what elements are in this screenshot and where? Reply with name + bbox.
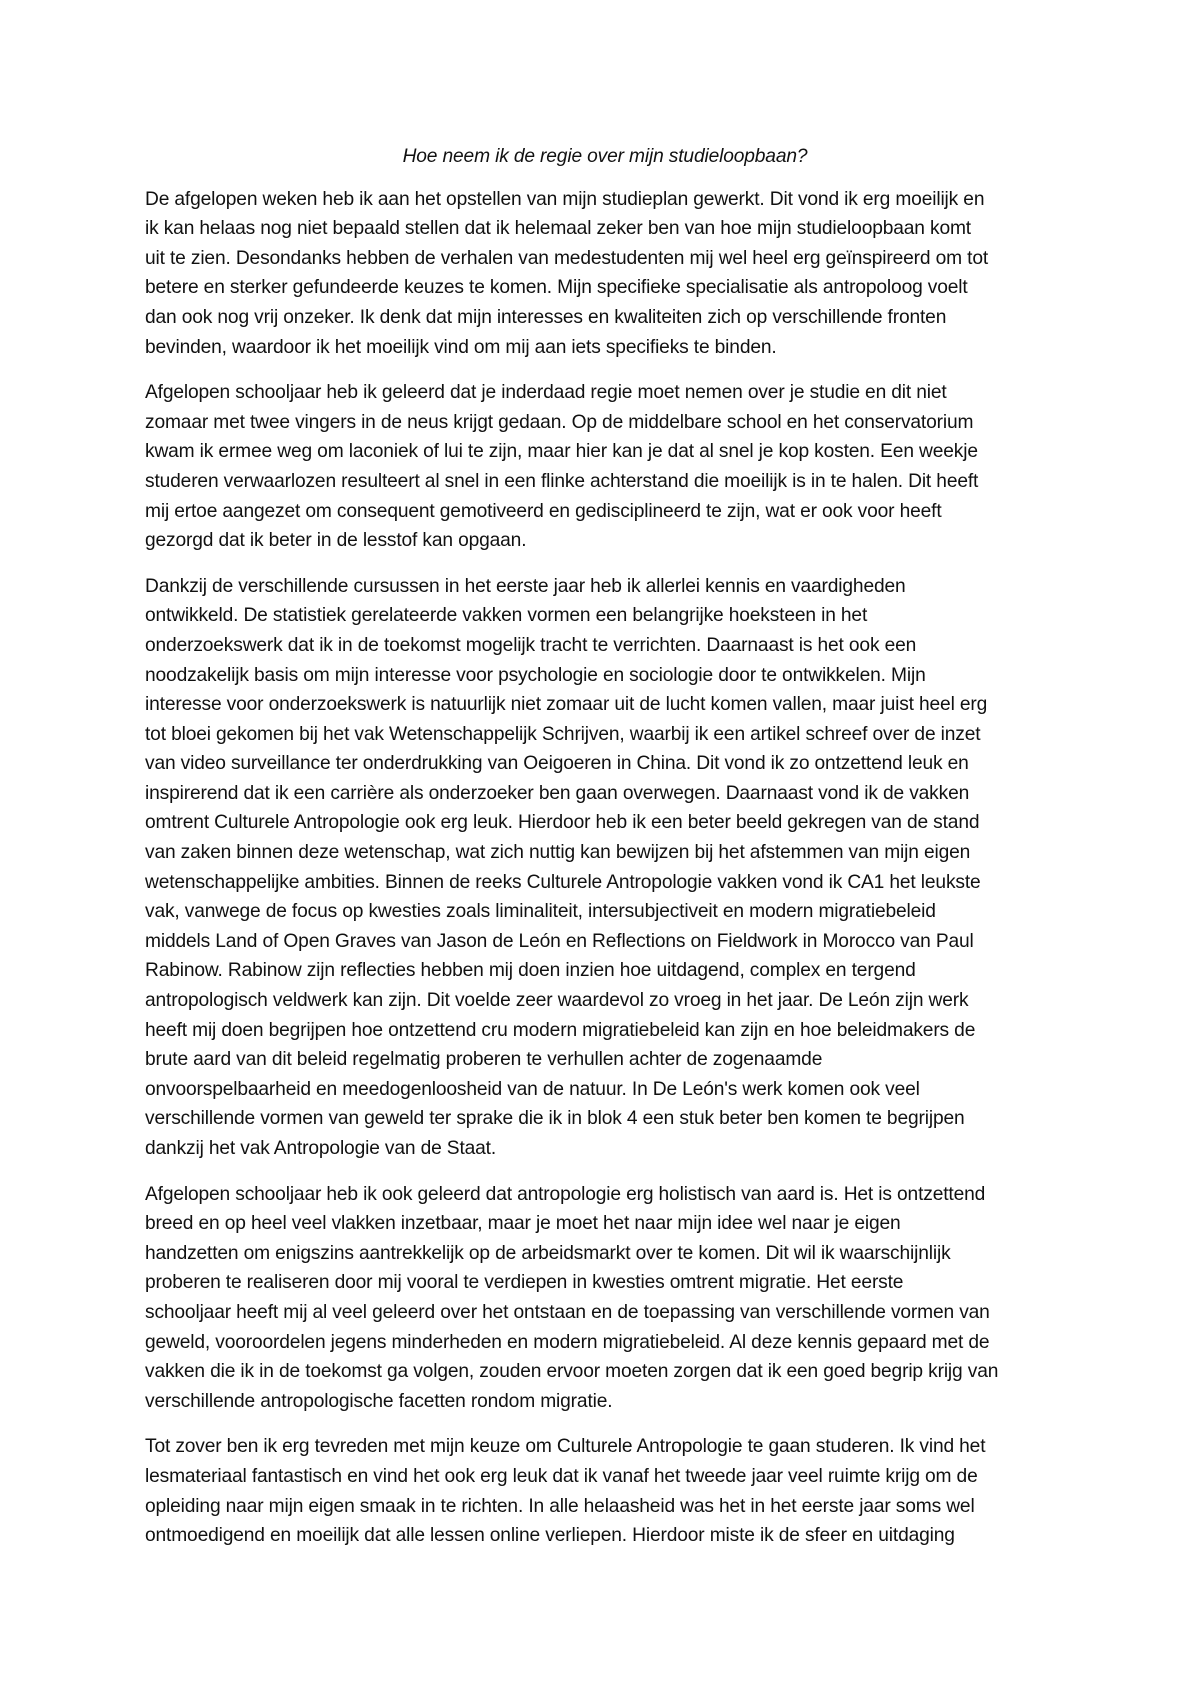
document-title: Hoe neem ik de regie over mijn studieloopbaan?: [402, 146, 808, 167]
text-line: interesse voor onderzoekswerk is natuurlijk niet zomaar uit de lucht komen vallen, maar juist heel erg: [145, 694, 988, 716]
text-line: schooljaar heeft mij al veel geleerd over het ontstaan en de toepassing van verschillende vormen van: [145, 1301, 990, 1323]
text-line: wetenschappelijke ambities. Binnen de reeks Culturele Antropologie vakken vond ik CA1 het leukste: [145, 871, 981, 893]
text-line: onderzoekswerk dat ik in de toekomst mogelijk tracht te verrichten. Daarnaast is het ook een: [145, 634, 917, 656]
text-line: van video surveillance ter onderdrukking van Oeigoeren in China. Dit vond ik zo ontzettend leuk en: [145, 753, 969, 775]
text-line: vakken die ik in de toekomst ga volgen, zouden ervoor moeten zorgen dat ik een goed begrip krijg van: [145, 1361, 999, 1383]
text-line: ik kan helaas nog niet bepaald stellen dat ik helemaal zeker ben van hoe mijn studieloopbaan komt: [145, 218, 971, 240]
text-line: bevinden, waardoor ik het moeilijk vind om mij aan iets specifieks te binden.: [145, 336, 777, 358]
paragraph-list: [145, 185, 1065, 1551]
text-line: geweld, vooroordelen jegens minderheden en modern migratiebeleid. Al deze kennis gepaard met de: [145, 1331, 990, 1353]
text-line: inspirerend dat ik een carrière als onderzoeker ben gaan overwegen. Daarnaast vond ik de vakken: [145, 782, 970, 804]
text-line: uit te zien. Desondanks hebben de verhalen van medestudenten mij wel heel erg geïnspireerd om tot: [145, 247, 989, 269]
text-line: zomaar met twee vingers in de neus krijgt gedaan. Op de middelbare school en het conservatorium: [145, 411, 974, 433]
text-line: van zaken binnen deze wetenschap, wat zich nuttig kan bewijzen bij het afstemmen van mijn eigen: [145, 842, 971, 864]
text-line: brute aard van dit beleid regelmatig proberen te verhullen achter de zogenaamde: [145, 1049, 823, 1071]
text-line: heeft mij doen begrijpen hoe ontzettend cru modern migratiebeleid kan zijn en hoe beleidmakers de: [145, 1019, 976, 1041]
text-line: Dankzij de verschillende cursussen in het eerste jaar heb ik allerlei kennis en vaardigheden: [145, 575, 906, 597]
text-line: Afgelopen schooljaar heb ik geleerd dat je inderdaad regie moet nemen over je studie en dit niet: [145, 382, 947, 404]
text-line: opleiding naar mijn eigen smaak in te richten. In alle helaasheid was het in het eerste jaar soms wel: [145, 1495, 975, 1517]
text-line: ontmoedigend en moeilijk dat alle lessen online verliepen. Hierdoor miste ik de sfeer en uitdaging: [145, 1525, 955, 1547]
text-line: gezorgd dat ik beter in de lesstof kan opgaan.: [145, 530, 527, 552]
text-line: Tot zover ben ik erg tevreden met mijn keuze om Culturele Antropologie te gaan studeren. Ik vind het: [145, 1436, 986, 1458]
text-line: dankzij het vak Antropologie van de Staat.: [145, 1138, 497, 1159]
text-line: Afgelopen schooljaar heb ik ook geleerd dat antropologie erg holistisch van aard is. Het is ontzettend: [145, 1183, 986, 1205]
text-line: breed en op heel veel vlakken inzetbaar, maar je moet het naar mijn idee wel naar je eigen: [145, 1213, 901, 1235]
paragraph: [145, 1432, 1065, 1550]
text-line: Rabinow. Rabinow zijn reflecties hebben mij doen inzien hoe uitdagend, complex en tergend: [145, 960, 916, 982]
paragraph: [145, 378, 1065, 556]
text-line: omtrent Culturele Antropologie ook erg leuk. Hierdoor heb ik een beter beeld gekregen van de stand: [145, 812, 980, 834]
paragraph: [145, 185, 1065, 363]
text-line: studeren verwaarlozen resulteert al snel in een flinke achterstand die moeilijk is in te halen. Dit heeft: [145, 470, 979, 492]
text-line: vak, vanwege de focus op kwesties zoals liminaliteit, intersubjectiveit en modern migratiebeleid: [145, 901, 936, 923]
text-line: handzetten om enigszins aantrekkelijk op de arbeidsmarkt over te komen. Dit wil ik waarschijnlijk: [145, 1242, 951, 1264]
text-line: onvoorspelbaarheid en meedogenloosheid van de natuur. In De León's werk komen ook veel: [145, 1078, 920, 1100]
text-line: dan ook nog vrij onzeker. Ik denk dat mijn interesses en kwaliteiten zich op verschillende fronten: [145, 306, 947, 328]
text-line: verschillende antropologische facetten rondom migratie.: [145, 1390, 613, 1412]
text-line: ontwikkeld. De statistiek gerelateerde vakken vormen een belangrijke hoeksteen in het: [145, 605, 868, 627]
text-line: noodzakelijk basis om mijn interesse voor psychologie en sociologie door te ontwikkelen. Mijn: [145, 664, 926, 686]
text-line: kwam ik ermee weg om laconiek of lui te zijn, maar hier kan je dat al snel je kop kosten. Een weekje: [145, 441, 978, 463]
text-line: betere en sterker gefundeerde keuzes te komen. Mijn specifieke specialisatie als antropoloog voelt: [145, 277, 968, 299]
text-line: lesmateriaal fantastisch en vind het ook erg leuk dat ik vanaf het tweede jaar veel ruimte krijg om de: [145, 1465, 978, 1487]
document-body: [145, 142, 1065, 1567]
text-line: tot bloei gekomen bij het vak Wetenschappelijk Schrijven, waarbij ik een artikel schreef over de inzet: [145, 723, 981, 745]
text-line: middels Land of Open Graves van Jason de León en Reflections on Fieldwork in Morocco van Paul: [145, 930, 974, 952]
paragraph: [145, 572, 1065, 1164]
text-line: antropologisch veldwerk kan zijn. Dit voelde zeer waardevol zo vroeg in het jaar. De León zijn werk: [145, 990, 969, 1012]
text-line: De afgelopen weken heb ik aan het opstellen van mijn studieplan gewerkt. Dit vond ik erg moeilijk en: [145, 188, 985, 210]
paragraph: [145, 1180, 1065, 1417]
text-line: proberen te realiseren door mij vooral te verdiepen in kwesties omtrent migratie. Het eerste: [145, 1272, 904, 1294]
text-line: verschillende vormen van geweld ter sprake die ik in blok 4 een stuk beter ben komen te begrijpen: [145, 1108, 965, 1130]
text-line: mij ertoe aangezet om consequent gemotiveerd en gedisciplineerd te zijn, wat er ook voor heeft: [145, 500, 942, 522]
